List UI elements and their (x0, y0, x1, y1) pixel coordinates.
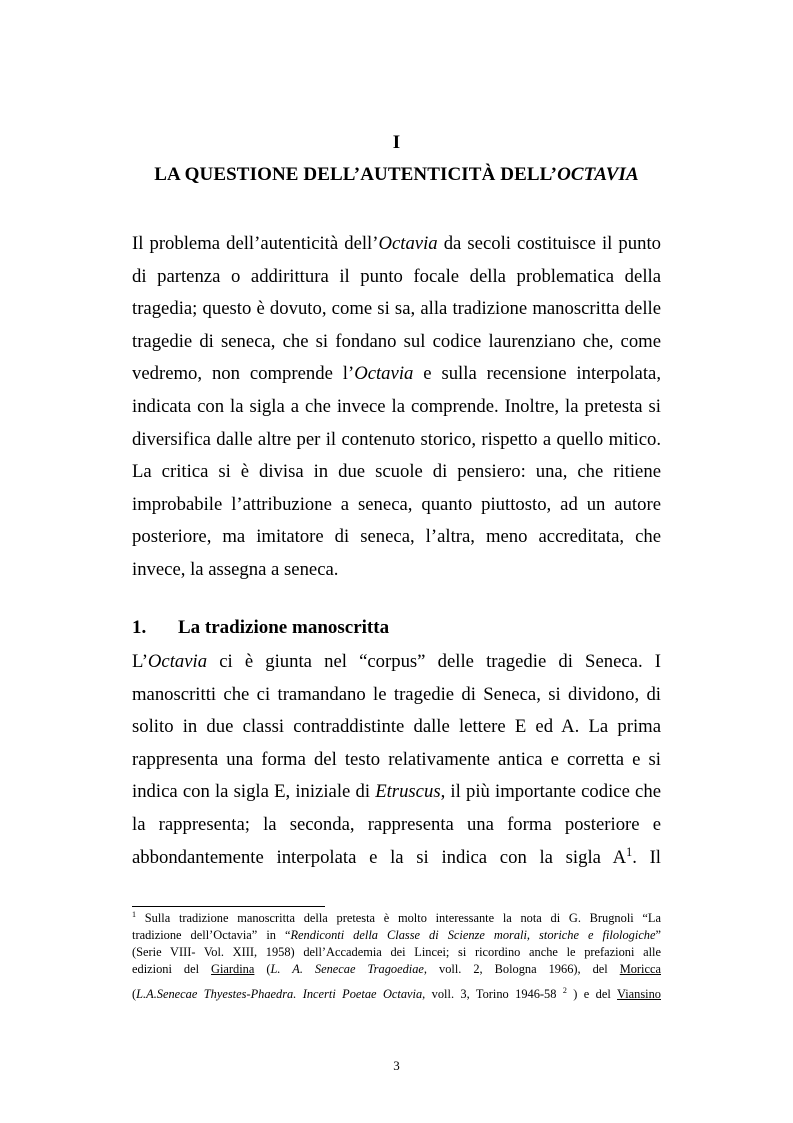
section-title: La tradizione manoscritta (178, 617, 390, 638)
italic-span: Etruscus (375, 781, 441, 803)
text-span: ) e del (566, 987, 617, 1001)
text-span: , voll. 3, Torino 1946-58 (422, 987, 563, 1001)
text-span: abbondantemente interpolata e la si indica con la sigla A (132, 846, 627, 868)
text-span: L’ (132, 651, 148, 672)
text-line (132, 842, 661, 875)
text-span: voll. 2, Bologna 1966), del (427, 962, 620, 976)
italic-span: Octavia (378, 233, 438, 254)
text-line: La critica si è divisa in due scuole di pensiero: una, che ritiene (132, 461, 661, 483)
text-line (132, 358, 661, 391)
text-span: ( (132, 987, 137, 1001)
text-span: indica con la sigla E, iniziale di (132, 781, 376, 803)
footnote-ref[interactable]: 1 (626, 844, 633, 859)
text-line (132, 646, 661, 679)
footnote-line (132, 961, 661, 978)
footnote-line (132, 910, 661, 927)
text-line: manoscritti che ci tramandano le tragedie di Seneca, si dividono, di (132, 683, 661, 705)
italic-span: Octavia (354, 363, 414, 385)
footnote-line (132, 927, 661, 944)
footnote-line (132, 986, 661, 1003)
edition-superscript: 2 (562, 985, 567, 995)
text-span: vedremo, non comprende l’ (132, 363, 355, 385)
chapter-title-italic: OCTAVIA (557, 164, 639, 185)
chapter-number: I (392, 132, 401, 153)
section-number: 1. (132, 617, 147, 638)
intro-paragraph (132, 228, 661, 587)
text-line: tragedia; questo è dovuto, come si sa, alla tradizione manoscritta delle (132, 298, 661, 320)
text-line: improbabile l’attribuzione a seneca, quanto piuttosto, ad un autore (132, 493, 661, 515)
editor-name: Viansino (617, 987, 661, 1001)
footnote-separator (132, 906, 325, 907)
text-line: di partenza o addirittura il punto focale della problematica della (132, 265, 661, 287)
text-span: ( (254, 962, 271, 976)
text-span: ” (655, 928, 662, 942)
text-line: indicata con la sigla a che invece la comprende. Inoltre, la pretesta si (132, 395, 661, 417)
chapter-title (0, 164, 793, 186)
italic-span: Octavia (147, 651, 208, 672)
text-line (132, 776, 661, 809)
text-line (132, 228, 661, 261)
text-span: , il più importante codice che (440, 781, 661, 803)
footnote-line: (Serie VIII- Vol. XIII, 1958) dell’Accademia dei Lincei; si ricordino anche le prefazioni alle (132, 945, 661, 959)
italic-span: L.A.Senecae Thyestes-Phaedra. Incerti Poetae Octavia (136, 987, 423, 1001)
text-span: tradizione dell’Octavia” in “ (132, 928, 291, 942)
editor-name: Moricca (619, 962, 661, 976)
text-span: Sulla tradizione manoscritta della pretesta è molto interessante la nota di G. Brugnoli “La (136, 911, 661, 925)
text-span: edizioni del (132, 962, 212, 976)
editor-name: Giardina (211, 962, 255, 976)
text-span: . Il (632, 846, 661, 868)
text-line: rappresenta una forma del testo relativamente antica e corretta e si (132, 748, 661, 770)
text-line: tragedie di seneca, che si fondano sul codice laurenziano che, come (132, 330, 661, 352)
text-line: solito in due classi contraddistinte dalle lettere E ed A. La prima (132, 716, 661, 738)
page-number: 3 (393, 1058, 400, 1073)
text-span: ci è giunta nel “corpus” delle tragedie di Seneca. I (207, 651, 661, 672)
text-span: da secoli costituisce il punto (437, 233, 661, 254)
footnote-marker: 1 (132, 909, 137, 919)
text-line: la rappresenta; la seconda, rappresenta una forma posteriore e (132, 813, 661, 835)
text-line: posteriore, ma imitatore di seneca, l’altra, meno accreditata, che (132, 526, 661, 548)
body-paragraph (132, 646, 661, 874)
footnote (132, 910, 661, 1003)
italic-span: Rendiconti della Classe di Scienze morali, storiche e filologiche (290, 928, 656, 942)
section-heading (132, 617, 389, 639)
italic-span: L. A. Senecae Tragoediae, (270, 962, 428, 976)
text-line: invece, la assegna a seneca. (132, 558, 339, 580)
chapter-title-text: LA QUESTIONE DELL’AUTENTICITÀ DELL’ (154, 164, 558, 185)
text-span: Il problema dell’autenticità dell’ (132, 233, 379, 254)
text-line: diversifica dalle altre per il contenuto storico, rispetto a quello mitico. (132, 428, 661, 450)
text-span: e sulla recensione interpolata, (413, 363, 661, 385)
